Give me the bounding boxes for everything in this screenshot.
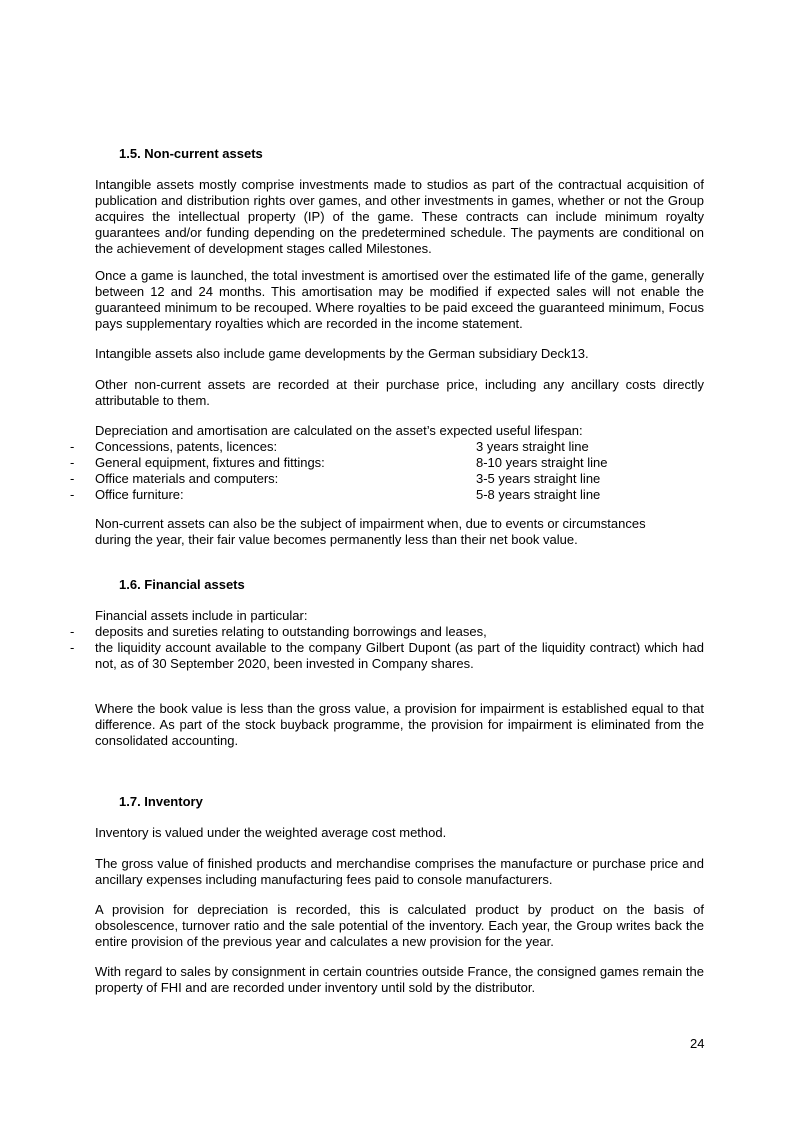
bullet-dash: - [70,471,75,487]
section-heading-inventory: 1.7. Inventory [119,794,203,809]
list-item [0,471,800,487]
depreciation-period: 5-8 years straight line [476,487,601,503]
asset-category: Concessions, patents, licences: [95,439,278,454]
paragraph: Intangible assets mostly comprise investments made to studios as part of the contractual acquisition of publication and distribution rights over games, and other investments in games, whether or not the Group acquires the intellectual property (IP) of the game. These contracts can include minimum royalty guarantees and/or funding depending on the predetermined schedule. The payments are conditional on the achievement of development stages called Milestones. [95,177,704,257]
asset-category: General equipment, fixtures and fittings: [95,455,325,471]
paragraph: Intangible assets also include game developments by the German subsidiary Deck13. [95,346,589,361]
paragraph: Once a game is launched, the total investment is amortised over the estimated life of the game, generally between 12 and 24 months. This amortisation may be modified if expected sales will not enable the guaranteed minimum to be recouped. Where royalties to be paid exceed the guaranteed minimum, Focus pays supplementary royalties which are recorded in the income statement. [95,268,704,332]
paragraph: Where the book value is less than the gross value, a provision for impairment is established equal to that difference. As part of the stock buyback programme, the provision for impairment is eliminated from the consolidated accounting. [95,701,704,749]
paragraph: Non-current assets can also be the subject of impairment when, due to events or circumstances during the year, their fair value becomes permanently less than their net book value. [95,516,646,548]
list-item [0,455,800,471]
financial-assets-list [0,624,800,672]
depreciation-period: 3 years straight line [476,439,589,454]
bullet-dash: - [70,439,75,454]
bullet-dash: - [70,624,75,639]
lifespan-list [0,439,800,503]
list-item [0,624,800,640]
asset-category: Office materials and computers: [95,471,279,487]
bullet-dash: - [70,640,75,656]
depreciation-period: 3-5 years straight line [476,471,601,487]
paragraph: The gross value of finished products and merchandise comprises the manufacture or purchase price and ancillary expenses including manufacturing fees paid to console manufacturers. [95,856,704,888]
paragraph: Financial assets include in particular: [95,608,308,623]
list-item [0,487,800,503]
bullet-dash: - [70,455,75,471]
section-heading-financial-assets: 1.6. Financial assets [119,577,245,592]
paragraph: Depreciation and amortisation are calculated on the asset’s expected useful lifespan: [95,423,583,438]
list-item [0,439,800,455]
paragraph: Other non-current assets are recorded at their purchase price, including any ancillary costs directly attributable to them. [95,377,704,409]
depreciation-period: 8-10 years straight line [476,455,608,471]
list-item [0,640,800,672]
section-heading-non-current-assets: 1.5. Non-current assets [119,146,263,161]
bullet-dash: - [70,487,75,503]
paragraph: A provision for depreciation is recorded, this is calculated product by product on the basis of obsolescence, turnover ratio and the sale potential of the inventory. Each year, the Group writes back the entire provision of the previous year and calculates a new provision for the year. [95,902,704,950]
paragraph: With regard to sales by consignment in certain countries outside France, the consigned games remain the property of FHI and are recorded under inventory until sold by the distributor. [95,964,704,996]
paragraph: Inventory is valued under the weighted average cost method. [95,825,447,840]
asset-category: Office furniture: [95,487,184,503]
page-number: 24 [690,1036,705,1051]
list-item-text: deposits and sureties relating to outstanding borrowings and leases, [95,624,487,639]
list-item-text: the liquidity account available to the company Gilbert Dupont (as part of the liquidity contract) which had not, as of 30 September 2020, been invested in Company shares. [95,640,704,672]
